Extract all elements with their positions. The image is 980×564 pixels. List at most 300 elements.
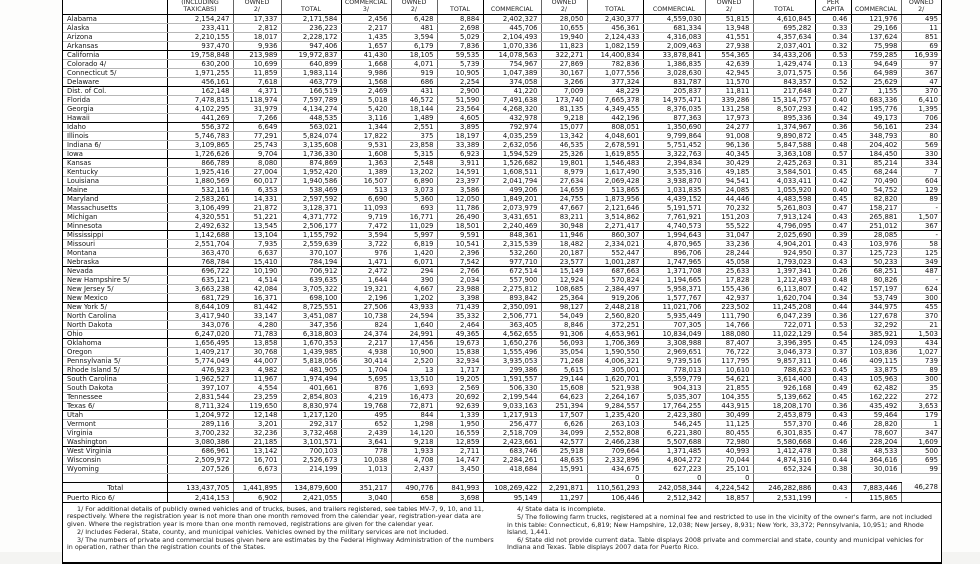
value-cell: 5,315 (391, 150, 437, 159)
value-cell: 431 (391, 87, 437, 96)
value-cell: 3,071,575 (753, 69, 815, 78)
value-cell: 2,104,493 (483, 33, 541, 42)
table-row-arkansas (63, 42, 941, 51)
table-row-mississippi (63, 231, 941, 240)
table-header (63, 0, 941, 15)
value-cell: 639,635 (281, 276, 341, 285)
value-cell: 370 (901, 87, 941, 96)
table-row-colorado (63, 60, 941, 69)
state-name-cell: Minnesota (63, 222, 167, 231)
value-cell: 2,453,879 (753, 411, 815, 420)
value-cell: 6,353 (233, 186, 281, 195)
value-cell: 5,958,371 (643, 285, 705, 294)
value-cell: 30,768 (233, 348, 281, 357)
value-cell: 8,725,551 (281, 303, 341, 312)
value-cell: 25,743 (233, 141, 281, 150)
value-cell: 124,093 (851, 339, 901, 348)
value-cell: 3,663,238 (167, 285, 233, 294)
value-cell: 13,342 (541, 132, 587, 141)
value-cell: 3,450 (437, 465, 483, 474)
value-cell: 445,706 (483, 24, 541, 33)
table-body (63, 15, 941, 503)
value-cell: 1,656,495 (167, 339, 233, 348)
value-cell: 14,766 (705, 321, 753, 330)
value-cell: 860,307 (587, 231, 643, 240)
value-cell: 48,533 (851, 447, 901, 456)
column-header-14: COMMERCIAL (851, 0, 901, 15)
value-cell: 85,214 (851, 159, 901, 168)
value-cell: 54,049 (541, 312, 587, 321)
value-cell: 7,472 (341, 222, 391, 231)
value-cell: 0.34 (815, 114, 851, 123)
value-cell: 443,915 (705, 402, 753, 411)
value-cell: 15,608 (541, 384, 587, 393)
value-cell: 4,610,845 (753, 15, 815, 24)
value-cell: 104,355 (705, 393, 753, 402)
value-cell: 125,723 (851, 249, 901, 258)
value-cell: 111,790 (705, 312, 753, 321)
value-cell: 2,275,812 (483, 285, 541, 294)
value-cell: 495 (341, 411, 391, 420)
value-cell: 207,526 (167, 465, 233, 474)
value-cell: 4,071 (391, 60, 437, 69)
value-cell: 204,402 (851, 141, 901, 150)
value-cell: 6,626 (541, 420, 587, 429)
value-cell: 18,017 (233, 33, 281, 42)
value-cell: 1,994,643 (643, 231, 705, 240)
value-cell: 4,048,601 (587, 132, 643, 141)
value-cell: 188,080 (705, 330, 753, 339)
table-row-new-york (63, 303, 941, 312)
value-cell: 364,616 (851, 456, 901, 465)
value-cell: 349 (901, 258, 941, 267)
value-cell: 2,509,972 (167, 456, 233, 465)
value-cell: 1,202 (391, 294, 437, 303)
value-cell: 51,590 (437, 96, 483, 105)
value-cell: 434 (901, 339, 941, 348)
value-cell: 3,080,386 (167, 438, 233, 447)
value-cell: 5,191,571 (643, 204, 705, 213)
value-cell: 214,199 (281, 465, 341, 474)
value-cell: 3,201 (233, 420, 281, 429)
value-cell: 300 (901, 375, 941, 384)
value-cell: 41,430 (341, 51, 391, 60)
value-cell: 363,470 (167, 249, 233, 258)
value-cell: 27,004 (233, 168, 281, 177)
value-cell: 5,018 (341, 96, 391, 105)
table-row-alaska (63, 24, 941, 33)
state-motor-vehicle-registrations-table (63, 0, 941, 503)
value-cell: 8,846 (541, 321, 587, 330)
value-cell: 91,008 (705, 132, 753, 141)
value-cell: 1,217,120 (281, 411, 341, 420)
value-cell: 166,519 (281, 87, 341, 96)
value-cell: 0.36 (815, 402, 851, 411)
value-cell: 0.49 (815, 384, 851, 393)
value-cell: 499,206 (483, 186, 541, 195)
table-row-alabama (63, 15, 941, 24)
value-cell: 683,336 (851, 96, 901, 105)
value-cell: 4,224,542 (705, 483, 753, 493)
value-cell: 390 (391, 276, 437, 285)
value-cell: 265,881 (851, 213, 901, 222)
value-cell: 59,535 (437, 51, 483, 60)
value-cell: 80,826 (851, 276, 901, 285)
value-cell: 2,421,055 (281, 493, 341, 503)
value-cell: 137,624 (851, 33, 901, 42)
value-cell: 7,597,789 (281, 96, 341, 105)
value-cell: 1,650,276 (483, 339, 541, 348)
value-cell: 72,980 (705, 438, 753, 447)
value-cell: 5,420 (341, 105, 391, 114)
state-name-cell: Texas 6/ (63, 402, 167, 411)
value-cell: 348,793 (851, 132, 901, 141)
value-cell: 3,584,501 (753, 168, 815, 177)
value-cell: 1,546,483 (587, 159, 643, 168)
value-cell: 157,197 (851, 285, 901, 294)
value-cell: 824 (341, 321, 391, 330)
value-cell: 1 (901, 420, 941, 429)
value-cell: 4,349,455 (587, 105, 643, 114)
state-name-cell: Kentucky (63, 168, 167, 177)
value-cell: 521,938 (587, 384, 643, 393)
value-cell: 481,905 (281, 366, 341, 375)
value-cell: 374,058 (483, 78, 541, 87)
value-cell: 0.52 (815, 78, 851, 87)
value-cell: 1,371,708 (643, 267, 705, 276)
value-cell: 23,577 (541, 258, 587, 267)
value-cell: 12,924 (541, 276, 587, 285)
state-name-cell: Connecticut 5/ (63, 69, 167, 78)
value-cell: 1,031,835 (643, 186, 705, 195)
value-cell: 205,837 (643, 87, 705, 96)
value-cell: 2,548 (391, 159, 437, 168)
value-cell: 0.45 (815, 195, 851, 204)
value-cell: 3,417,940 (167, 312, 233, 321)
value-cell: 1,717 (437, 366, 483, 375)
table-row-delaware (63, 78, 941, 87)
state-name-cell: Vermont (63, 420, 167, 429)
value-cell: 0.45 (815, 132, 851, 141)
value-cell: 2,069,428 (587, 177, 643, 186)
state-name-cell: West Virginia (63, 447, 167, 456)
state-name-cell: Missouri (63, 240, 167, 249)
state-column-header (63, 0, 167, 15)
value-cell: 35,054 (541, 348, 587, 357)
value-cell: 28,085 (851, 231, 901, 240)
table-row-kansas (63, 159, 941, 168)
value-cell: 6,113,807 (753, 285, 815, 294)
value-cell: 9,857,311 (753, 357, 815, 366)
value-cell: 0.42 (815, 285, 851, 294)
value-cell: 1,608 (341, 150, 391, 159)
value-cell: 10,905 (437, 69, 483, 78)
value-cell: 604 (901, 177, 941, 186)
value-cell: 363,405 (483, 321, 541, 330)
value-cell: 707,305 (643, 321, 705, 330)
value-cell: 13,510 (391, 375, 437, 384)
value-cell: 23,259 (233, 393, 281, 402)
column-header-7: COMMERCIAL (483, 0, 541, 15)
value-cell: 19,673 (437, 339, 483, 348)
value-cell: 0.48 (815, 141, 851, 150)
table-row-oregon (63, 348, 941, 357)
value-cell: 121,976 (851, 15, 901, 24)
table-row-tennessee (63, 393, 941, 402)
value-cell: 82,820 (851, 195, 901, 204)
value-cell: 14,331 (233, 195, 281, 204)
value-cell: 2,284,261 (483, 456, 541, 465)
value-cell: 456,161 (167, 78, 233, 87)
value-cell: 6,890 (391, 177, 437, 186)
value-cell: 4,134,274 (281, 105, 341, 114)
value-cell: 1,880,569 (167, 177, 233, 186)
value-cell: 6,071 (391, 258, 437, 267)
value-cell: 6,902 (233, 493, 281, 503)
value-cell: 12,050 (437, 195, 483, 204)
value-cell: 233,411 (167, 24, 233, 33)
value-cell: 21 (901, 321, 941, 330)
value-cell: 0.48 (815, 276, 851, 285)
value-cell: 3,363,108 (753, 150, 815, 159)
value-cell: 30,429 (705, 159, 753, 168)
value-cell: 35 (901, 384, 941, 393)
value-cell: 1,194,665 (643, 276, 705, 285)
table-row-north-dakota (63, 321, 941, 330)
value-cell: 0.43 (815, 213, 851, 222)
value-cell: 294 (391, 267, 437, 276)
value-cell: 5,751,452 (643, 141, 705, 150)
value-cell: 217,648 (753, 87, 815, 96)
table-row-kentucky (63, 168, 941, 177)
value-cell: 69 (901, 42, 941, 51)
state-name-cell: North Dakota (63, 321, 167, 330)
value-cell: 131,258 (705, 105, 753, 114)
value-cell: 125 (901, 249, 941, 258)
value-cell: 45,058 (705, 258, 753, 267)
value-cell: 2,291,871 (541, 483, 587, 493)
value-cell: 70,044 (705, 456, 753, 465)
value-cell: 32,292 (851, 321, 901, 330)
value-cell: 11,029 (391, 222, 437, 231)
value-cell: 23,397 (437, 177, 483, 186)
total-row (63, 483, 941, 493)
value-cell: 1,507 (901, 213, 941, 222)
value-cell: 80 (901, 132, 941, 141)
value-cell: 5,847,588 (753, 141, 815, 150)
table-row-west-virginia (63, 447, 941, 456)
value-cell: 10,834,049 (643, 330, 705, 339)
value-cell: 4,562,655 (483, 330, 541, 339)
value-cell: 5,580,668 (753, 438, 815, 447)
value-cell: 0.36 (815, 312, 851, 321)
value-cell: 16,507 (341, 177, 391, 186)
footnote-5: 5/ The following farm trucks, registered at a nominal fee and restricted to use in the vicinity of the owner's farm, are not included in this table: Connecticut, 6,819; New Hampshire, 12,038; New Jersey, 8,931; New York, 33,372; Pennsylvania, 10,951; and Rhode Island, 1,441. (507, 513, 932, 536)
value-cell: 28,244 (705, 249, 753, 258)
value-cell: 495 (901, 15, 941, 24)
value-cell: 3,614,400 (753, 375, 815, 384)
value-cell: 759,285 (851, 51, 901, 60)
state-name-cell: Washington (63, 438, 167, 447)
value-cell: 33,236 (705, 240, 753, 249)
value-cell: 7,491,638 (483, 96, 541, 105)
value-cell: 71,439 (437, 303, 483, 312)
value-cell: 256,477 (483, 420, 541, 429)
value-cell: 119,650 (233, 402, 281, 411)
state-name-cell: Tennessee (63, 393, 167, 402)
value-cell: 46,535 (541, 141, 587, 150)
value-cell: 4,439,152 (643, 195, 705, 204)
value-cell: 0.44 (815, 303, 851, 312)
value-cell (851, 474, 901, 483)
value-cell: 29,166 (851, 24, 901, 33)
value-cell: 1,503 (901, 330, 941, 339)
value-cell: 557,370 (753, 420, 815, 429)
value-cell: 58 (901, 240, 941, 249)
footnotes-section (63, 503, 941, 562)
footnote-6: 6/ State did not provide current data. Table displays 2008 private and commercial and state, county and municipal vehicles for Indiana and Texas. Table displays 2007 data for Puerto Rico. (507, 536, 924, 552)
value-cell: 55,522 (705, 222, 753, 231)
value-cell: 16,559 (437, 429, 483, 438)
value-cell: 19,940 (541, 33, 587, 42)
value-cell: 64,623 (541, 393, 587, 402)
state-name-cell: Pennsylvania 5/ (63, 357, 167, 366)
value-cell: 2,334,021 (587, 240, 643, 249)
value-cell: 4,316,083 (643, 33, 705, 42)
value-cell: 5,507,688 (643, 438, 705, 447)
value-cell: 976 (341, 249, 391, 258)
value-cell: 31,047 (705, 231, 753, 240)
state-name-cell: Idaho (63, 123, 167, 132)
value-cell: 1,793,023 (753, 258, 815, 267)
state-name-cell: Montana (63, 249, 167, 258)
value-cell: 289,116 (167, 420, 233, 429)
value-cell: 2,469 (341, 87, 391, 96)
value-cell: 6,410 (901, 96, 941, 105)
value-cell: 19,768 (341, 402, 391, 411)
value-cell: 3,935,053 (483, 357, 541, 366)
value-cell: 6,673 (233, 465, 281, 474)
footnote-2: 2/ Includes Federal, State, county, and municipal vehicles. Vehicles owned by the military services are not included. (77, 527, 449, 536)
value-cell: 51,815 (705, 15, 753, 24)
value-cell: 1,590,550 (587, 348, 643, 357)
state-name-cell: New Hampshire 5/ (63, 276, 167, 285)
value-cell: 2,466,238 (587, 438, 643, 447)
value-cell: 3,106,499 (167, 204, 233, 213)
value-cell: 106,446 (587, 493, 643, 503)
value-cell: 68,251 (851, 267, 901, 276)
value-cell (391, 474, 437, 483)
value-cell: 2,402,327 (483, 15, 541, 24)
value-cell: 11,859 (233, 69, 281, 78)
value-cell: 4,006,321 (587, 357, 643, 366)
value-cell: 1,217,913 (483, 411, 541, 420)
value-cell: 49,185 (705, 168, 753, 177)
value-cell: 3,451,087 (281, 312, 341, 321)
value-cell: - (901, 276, 941, 285)
table-row-nevada (63, 267, 941, 276)
footnotes-right-column (507, 506, 933, 552)
table-row-ohio (63, 330, 941, 339)
value-cell: 778 (341, 447, 391, 456)
table-row-oklahoma (63, 339, 941, 348)
table-row-new-hampshire (63, 276, 941, 285)
state-name-cell: Georgia (63, 105, 167, 114)
value-cell: 784,194 (281, 258, 341, 267)
value-cell: 17,764,255 (643, 402, 705, 411)
value-cell: 490,776 (391, 483, 437, 493)
table-row-arizona (63, 33, 941, 42)
value-cell: 5,739 (437, 60, 483, 69)
column-header-10: COMMERCIAL (643, 0, 705, 15)
state-name-cell: South Dakota (63, 384, 167, 393)
value-cell: 10,900 (391, 348, 437, 357)
value-cell: 513 (341, 186, 391, 195)
value-cell: 25,918 (541, 447, 587, 456)
value-cell: 683,746 (483, 447, 541, 456)
value-cell: 155,436 (705, 285, 753, 294)
value-cell: 7,266 (233, 114, 281, 123)
value-cell: 0.43 (815, 375, 851, 384)
value-cell: 686 (391, 78, 437, 87)
value-cell: 11,946 (541, 231, 587, 240)
state-name-cell: California (63, 51, 167, 60)
value-cell: 14,078,563 (483, 51, 541, 60)
value-cell: 5,139,662 (753, 393, 815, 402)
value-cell: 696,722 (167, 267, 233, 276)
value-cell: 13,545 (233, 222, 281, 231)
value-cell: 8,080 (233, 159, 281, 168)
value-cell: 0.43 (815, 240, 851, 249)
value-cell: 1,155 (851, 87, 901, 96)
value-cell: 0.42 (815, 177, 851, 186)
value-cell: 30,414 (341, 357, 391, 366)
value-cell: 4,874,316 (753, 456, 815, 465)
value-cell: 876 (341, 384, 391, 393)
value-cell: 70,490 (851, 177, 901, 186)
value-cell: 2,394,834 (643, 159, 705, 168)
value-cell: 1,204,972 (167, 411, 233, 420)
table-row-wyoming (63, 465, 941, 474)
value-cell: 1,350,690 (643, 123, 705, 132)
value-cell: 2,121,646 (587, 204, 643, 213)
value-cell: 48,229 (587, 87, 643, 96)
value-cell: - (901, 204, 941, 213)
value-cell: 1,429,474 (753, 60, 815, 69)
value-cell (233, 474, 281, 483)
value-cell: 9,704 (233, 150, 281, 159)
value-cell: 372,251 (587, 321, 643, 330)
value-cell: 1,386,835 (643, 60, 705, 69)
value-cell: 3,594 (391, 33, 437, 42)
value-cell: 808,051 (587, 123, 643, 132)
value-cell: 347 (901, 429, 941, 438)
value-cell: 81,442 (233, 303, 281, 312)
table-row-georgia (63, 105, 941, 114)
table-row-south-dakota (63, 384, 941, 393)
value-cell: 2,037,401 (753, 42, 815, 51)
value-cell: 686,961 (167, 447, 233, 456)
value-cell: 3,938,870 (643, 177, 705, 186)
value-cell: 1,339 (437, 411, 483, 420)
value-cell: 23,858 (391, 141, 437, 150)
table-row-minnesota (63, 222, 941, 231)
value-cell: 5,824,074 (281, 132, 341, 141)
value-cell: 1,555,496 (483, 348, 541, 357)
value-cell: 2,448,218 (587, 303, 643, 312)
column-header-3: TOTAL (281, 0, 341, 15)
value-cell: 2,124,433 (587, 33, 643, 42)
